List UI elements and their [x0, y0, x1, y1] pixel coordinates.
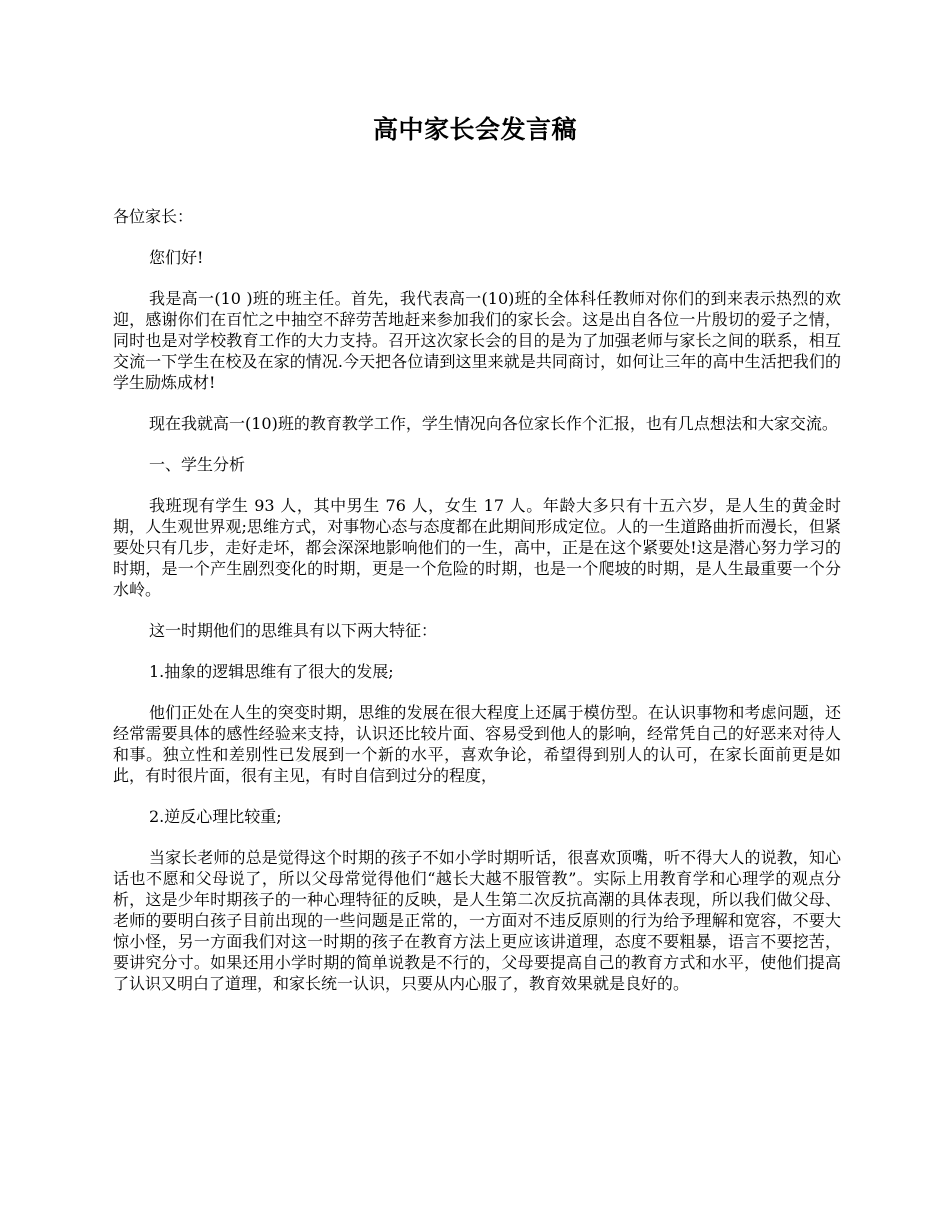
greeting: 您们好! — [149, 248, 204, 267]
section-heading-student-analysis: 一、学生分析 — [149, 455, 246, 474]
paragraph-rebellious-psychology: 当家长老师的总是觉得这个时期的孩子不如小学时期听话，很喜欢顶嘴，听不得大人的说教，知心话也不愿和父母说了，所以父母常觉得他们“越长大越不服管教”。实际上用教育学和心理学的观点分析，这是少年时期孩子的一种心理特征的反映，是人生第二次反抗高潮的具体表现，所以我们做父母、老师的要明白孩子目前出现的一些问题是正常的，一方面对不违反原则的行为给予理解和宽容，不要大惊小怪，另一方面我们对这一时期的孩子在教育方法上更应该讲道理，态度不要粗暴，语言不要挖苦，要讲究分寸。如果还用小学时期的简单说教是不行的，父母要提高自己的教育方式和水平，使他们提高了认识又明白了道理，和家长统一认识，只要从内心服了，教育效果就是良好的。 — [113, 848, 841, 993]
list-item-1-heading: 1.抽象的逻辑思维有了很大的发展; — [149, 662, 394, 681]
paragraph-abstract-thinking: 他们正处在人生的突变时期，思维的发展在很大程度上还属于模仿型。在认识事物和考虑问题，还经常需要具体的感性经验来支持，认识还比较片面、容易受到他人的影响，经常凭自己的好恶来对待人和事。独立性和差别性已发展到一个新的水平，喜欢争论，希望得到别人的认可，在家长面前更是如此，有时很片面，很有主见，有时自信到过分的程度， — [113, 703, 841, 785]
paragraph-class-overview: 我班现有学生 93 人，其中男生 76 人，女生 17 人。年龄大多只有十五六岁，是人生的黄金时期，人生观世界观;思维方式，对事物心态与态度都在此期间形成定位。人的一生道路曲折而漫长，但紧要处只有几步，走好走坏，都会深深地影响他们的一生，高中，正是在这个紧要处!这是潜心努力学习的时期，是一个产生剧烈变化的时期，更是一个危险的时期，也是一个爬坡的时期，是人生最重要一个分水岭。 — [113, 496, 841, 599]
paragraph-report-intro: 现在我就高一(10)班的教育教学工作，学生情况向各位家长作个汇报，也有几点想法和大家交流。 — [149, 414, 838, 433]
list-item-2-heading: 2.逆反心理比较重; — [149, 807, 282, 826]
paragraph-thinking-features: 这一时期他们的思维具有以下两大特征： — [149, 621, 438, 640]
paragraph-introduction: 我是高一(10 )班的班主任。首先，我代表高一(10)班的全体科任教师对你们的到来表示热烈的欢迎，感谢你们在百忙之中抽空不辞劳苦地赶来参加我们的家长会。这是出自各位一片殷切的爱子之情，同时也是对学校教育工作的大力支持。召开这次家长会的目的是为了加强老师与家长之间的联系，相互交流一下学生在校及在家的情况.今天把各位请到这里来就是共同商讨，如何让三年的高中生活把我们的学生励炼成材! — [113, 289, 841, 392]
document-title: 高中家长会发言稿 — [372, 115, 577, 144]
document-body — [113, 206, 841, 1014]
salutation: 各位家长： — [113, 207, 194, 226]
